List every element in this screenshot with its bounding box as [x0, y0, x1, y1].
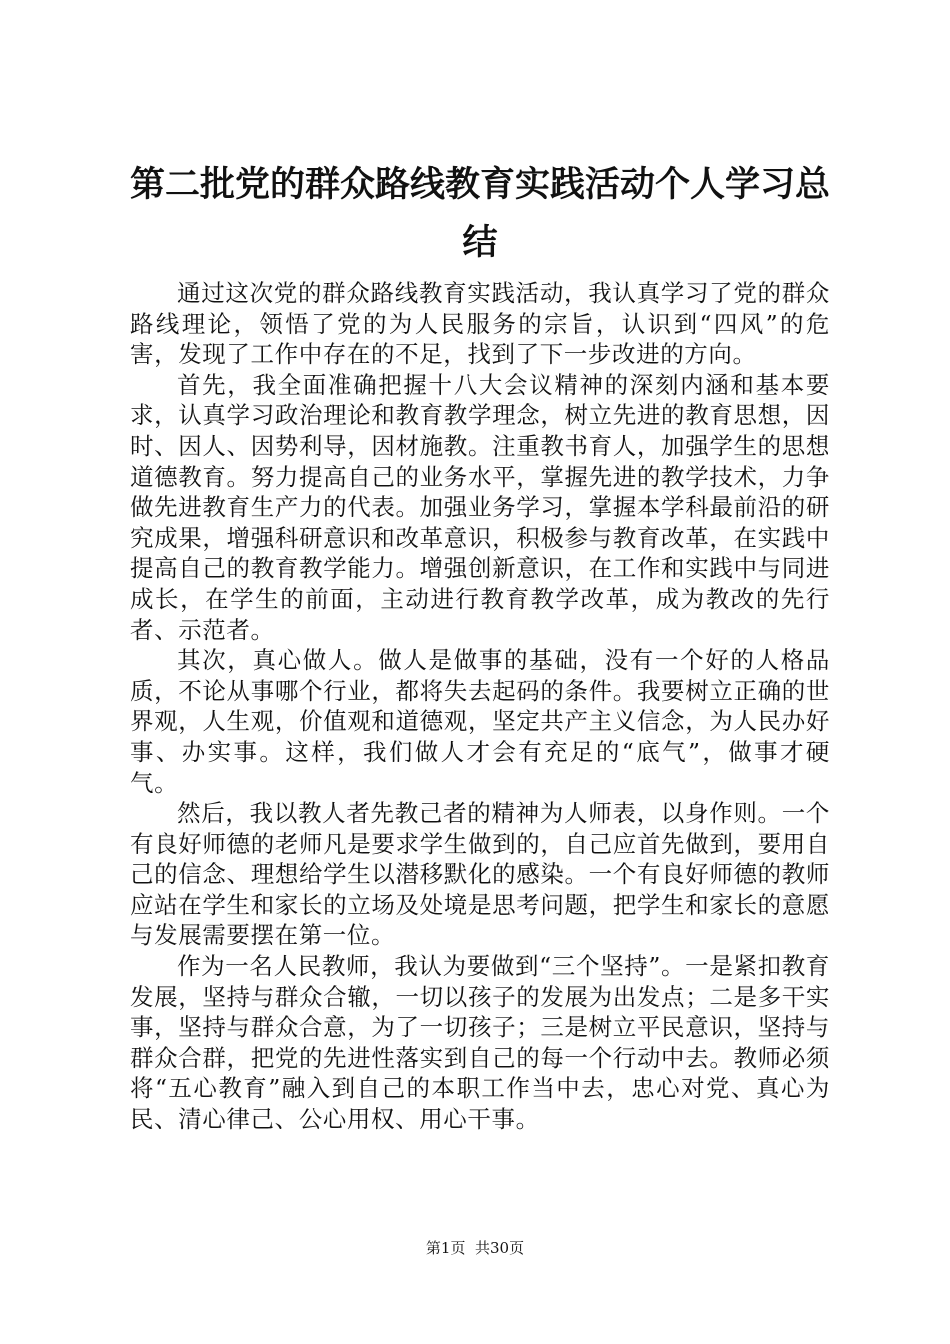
- paragraph-first: 首先，我全面准确把握十八大会议精神的深刻内涵和基本要求，认真学习政治理论和教育教学理念，树立先进的教育思想，因时、因人、因势利导，因材施教。注重教书育人，加强学生的思想道德教育。努力提高自己的业务水平，掌握先进的教学技术，力争做先进教育生产力的代表。加强业务学习，掌握本学科最前沿的研究成果，增强科研意识和改革意识，积极参与教育改革，在实践中提高自己的教育教学能力。增强创新意识，在工作和实践中与同进成长，在学生的前面，主动进行教育教学改革，成为教改的先行者、示范者。: [130, 370, 830, 644]
- title-line-2: 结: [462, 222, 498, 263]
- document-page: [130, 0, 830, 1344]
- title-line-1: 第二批党的群众路线教育实践活动个人学习总: [130, 164, 831, 205]
- paragraph-fourth: 作为一名人民教师，我认为要做到“三个坚持”。一是紧扣教育发展，坚持与群众合辙，一切以孩子的发展为出发点；二是多干实事，坚持与群众合意，为了一切孩子；三是树立平民意识，坚持与群众合群，把党的先进性落实到自己的每一个行动中去。教师必须将“五心教育”融入到自己的本职工作当中去，忠心对党、真心为民、清心律己、公心用权、用心干事。: [130, 952, 830, 1134]
- paragraph-intro: 通过这次党的群众路线教育实践活动，我认真学习了党的群众路线理论，领悟了党的为人民服务的宗旨，认识到“四风”的危害，发现了工作中存在的不足，找到了下一步改进的方向。: [130, 279, 830, 369]
- page-footer: [0, 1238, 950, 1258]
- paragraph-second: 其次，真心做人。做人是做事的基础，没有一个好的人格品质，不论从事哪个行业，都将失去起码的条件。我要树立正确的世界观，人生观，价值观和道德观，坚定共产主义信念，为人民办好事、办实事。这样，我们做人才会有充足的“底气”，做事才硬气。: [130, 646, 830, 797]
- page-number: 第1页 共30页: [425, 1239, 525, 1257]
- paragraph-third: 然后，我以教人者先教己者的精神为人师表，以身作则。一个有良好师德的老师凡是要求学生做到的，自己应首先做到，要用自己的信念、理想给学生以潜移默化的感染。一个有良好师德的教师应站在学生和家长的立场及处境是思考问题，把学生和家长的意愿与发展需要摆在第一位。: [130, 799, 830, 950]
- document-title: [130, 0, 830, 272]
- document-body: [130, 278, 830, 1135]
